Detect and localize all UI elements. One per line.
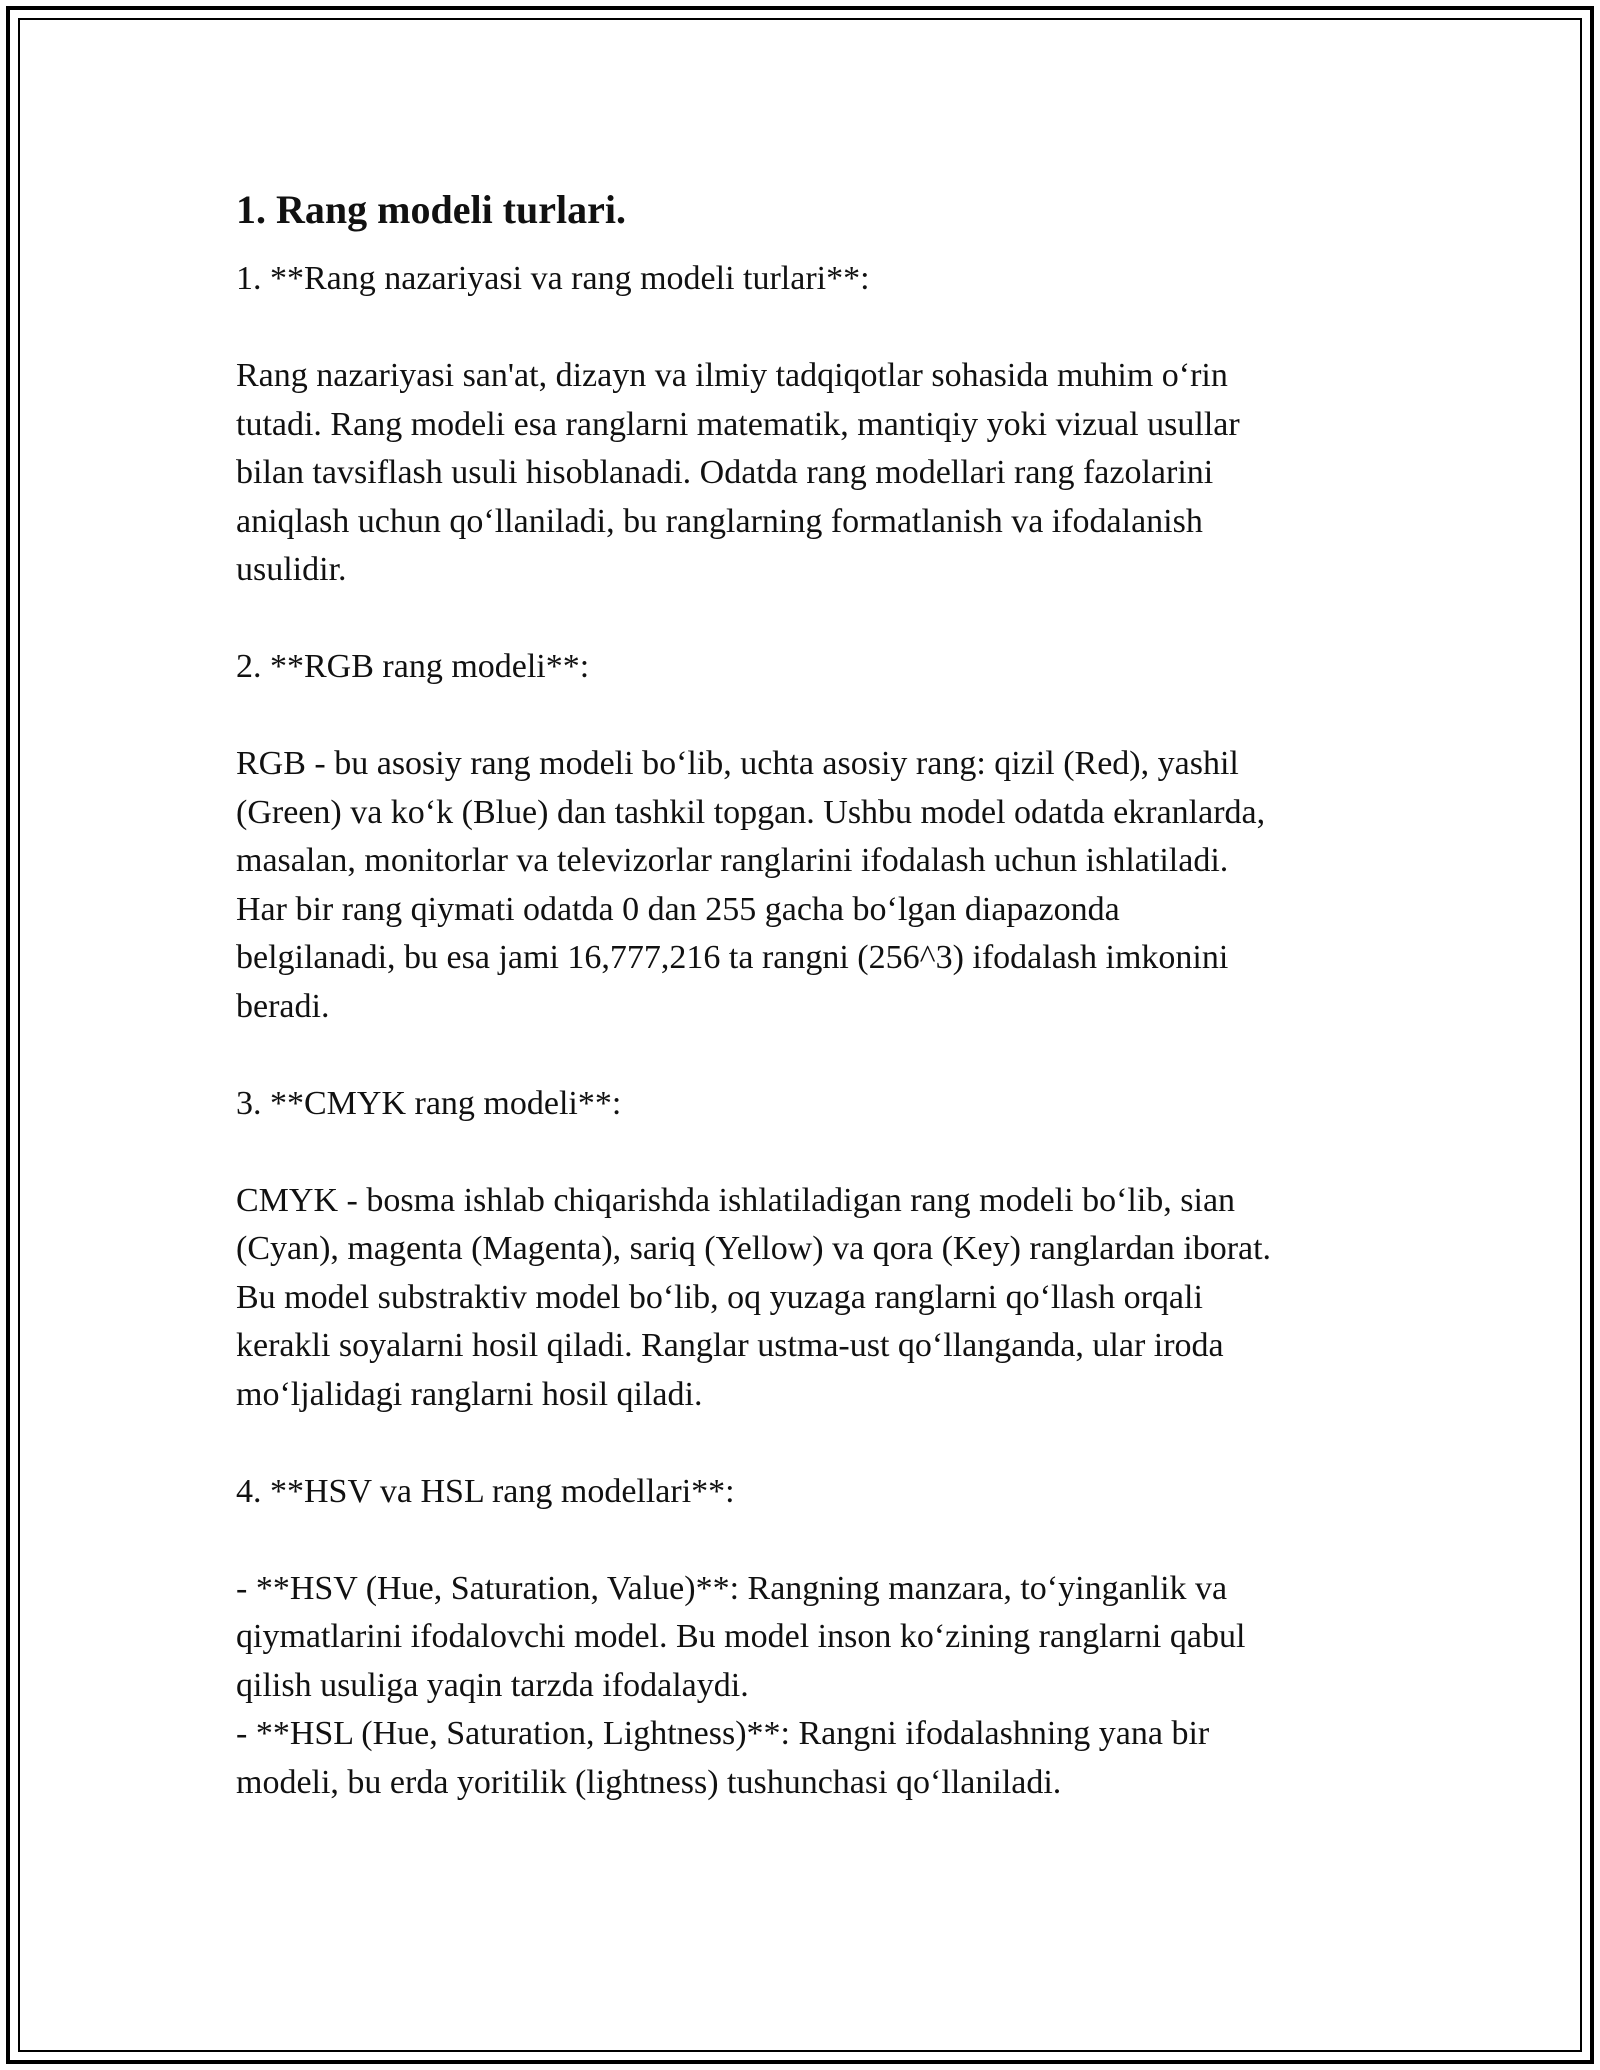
- paragraph-spacer: [236, 595, 1366, 644]
- paragraph-spacer: [236, 1419, 1366, 1468]
- paragraph-rgb: RGB - bu asosiy rang modeli bo‘lib, uchta asosiy rang: qizil (Red), yashil (Green) va ko‘k (Blue) dan tashkil topgan. Ushbu model odatda ekranlarda, masalan, monitorlar va televizorlar ranglarini ifodalash uchun ishlatiladi. Har bir rang qiymati odatda 0 dan 255 gacha bo‘lgan diapazonda belgilanadi, bu esa jami 16,777,216 ta rangni (256^3) ifodalash imkonini beradi.: [236, 745, 1266, 1025]
- paragraph-hsv-hsl: - **HSV (Hue, Saturation, Value)**: Rangning manzara, to‘yinganlik va qiymatlarini ifodalovchi model. Bu model inson ko‘zining ranglarni qabul qilish usuliga yaqin tarzda ifodalaydi. - **HSL (Hue, Saturation, Lightness)**: Rangni ifodalashning yana bir modeli, bu erda yoritilik (lightness) tushunchasi qo‘llaniladi.: [236, 1569, 1246, 1801]
- paragraph-spacer: [236, 304, 1366, 353]
- section-heading-rang-nazariyasi: 1. **Rang nazariyasi va rang modeli turlari**:: [236, 260, 870, 297]
- section-heading-cmyk: 3. **CMYK rang modeli**:: [236, 1084, 622, 1122]
- section-heading-rgb: 2. **RGB rang modeli**:: [236, 648, 590, 685]
- paragraph-spacer: [236, 1516, 1366, 1565]
- paragraph-spacer: [236, 1128, 1366, 1177]
- paragraph-spacer: [236, 692, 1366, 741]
- paragraph-spacer: [236, 1031, 1366, 1080]
- document-body: [236, 185, 1366, 1807]
- paragraph-rang-nazariyasi: Rang nazariyasi san'at, dizayn va ilmiy tadqiqotlar sohasida muhim o‘rin tutadi. Rang modeli esa ranglarni matematik, mantiqiy yoki vizual usullar bilan tavsiflash usuli hisoblanadi. Odatda rang modellari rang fazolarini aniqlash uchun qo‘llaniladi, bu ranglarning formatlanish va ifodalanish usulidir.: [236, 357, 1240, 588]
- paragraph-cmyk: CMYK - bosma ishlab chiqarishda ishlatiladigan rang modeli bo‘lib, sian (Cyan), magenta (Magenta), sariq (Yellow) va qora (Key) ranglardan iborat. Bu model substraktiv model bo‘lib, oq yuzaga ranglarni qo‘llash orqali kerakli soyalarni hosil qiladi. Ranglar ustma-ust qo‘llanganda, ular iroda mo‘ljalidagi ranglarni hosil qiladi.: [236, 1181, 1272, 1413]
- document-title: 1. Rang modeli turlari.: [236, 187, 626, 232]
- section-heading-hsv-hsl: 4. **HSV va HSL rang modellari**:: [236, 1472, 735, 1510]
